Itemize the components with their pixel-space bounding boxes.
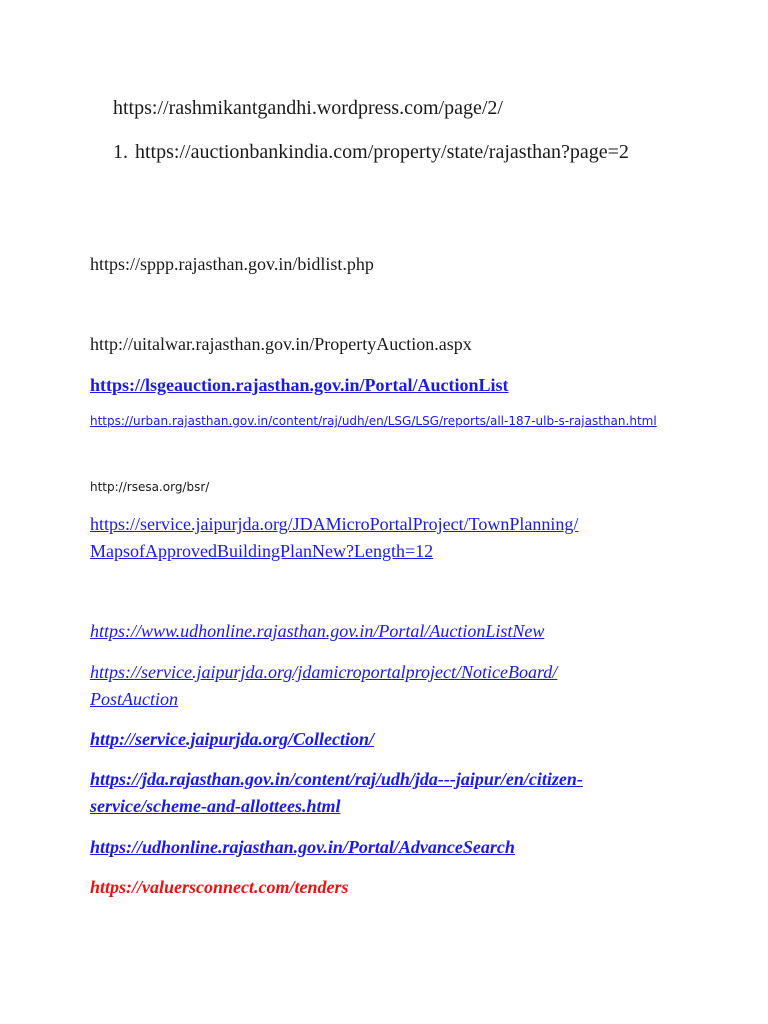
link-jda-noticeboard-line1: https://service.jaipurjda.org/jdamicroportalproject/NoticeBoard/ <box>90 662 558 682</box>
link-jda-scheme-allottees[interactable] <box>90 769 583 816</box>
link-jda-collection[interactable]: http://service.jaipurjda.org/Collection/ <box>90 729 375 749</box>
url-text-rashmikantgandhi: https://rashmikantgandhi.wordpress.com/page/2/ <box>113 97 503 119</box>
link-jda-townplanning[interactable] <box>90 514 578 561</box>
link-jda-noticeboard[interactable] <box>90 662 557 709</box>
link-lsgeauction[interactable]: https://lsgeauction.rajasthan.gov.in/Portal/AuctionList <box>90 375 509 395</box>
link-jda-townplanning-line2: MapsofApprovedBuildingPlanNew?Length=12 <box>90 541 434 561</box>
link-jda-scheme-line2: service/scheme-and-allottees.html <box>90 796 341 816</box>
url-text-auctionbankindia: https://auctionbankindia.com/property/state/rajasthan?page=2 <box>135 141 629 163</box>
link-valuersconnect-tenders[interactable]: https://valuersconnect.com/tenders <box>90 877 349 897</box>
url-text-uitalwar: http://uitalwar.rajasthan.gov.in/PropertyAuction.aspx <box>90 334 472 354</box>
link-jda-townplanning-line1: https://service.jaipurjda.org/JDAMicroPortalProject/TownPlanning/ <box>90 514 579 534</box>
link-urban-rajasthan[interactable]: https://urban.rajasthan.gov.in/content/raj/udh/en/LSG/LSG/reports/all-187-ulb-s-rajasthan.html <box>90 414 657 428</box>
url-text-sppp: https://sppp.rajasthan.gov.in/bidlist.php <box>90 254 374 274</box>
url-text-rsesa: http://rsesa.org/bsr/ <box>90 480 210 494</box>
numbered-list-item <box>113 138 655 166</box>
link-udhonline-auctionlistnew[interactable]: https://www.udhonline.rajasthan.gov.in/Portal/AuctionListNew <box>90 621 545 641</box>
link-udhonline-advancesearch[interactable]: https://udhonline.rajasthan.gov.in/Portal/AdvanceSearch <box>90 837 515 857</box>
link-jda-noticeboard-line2: PostAuction <box>90 689 178 709</box>
list-number: 1. <box>113 141 128 163</box>
link-jda-scheme-line1: https://jda.rajasthan.gov.in/content/raj/udh/jda---jaipur/en/citizen- <box>90 769 583 789</box>
